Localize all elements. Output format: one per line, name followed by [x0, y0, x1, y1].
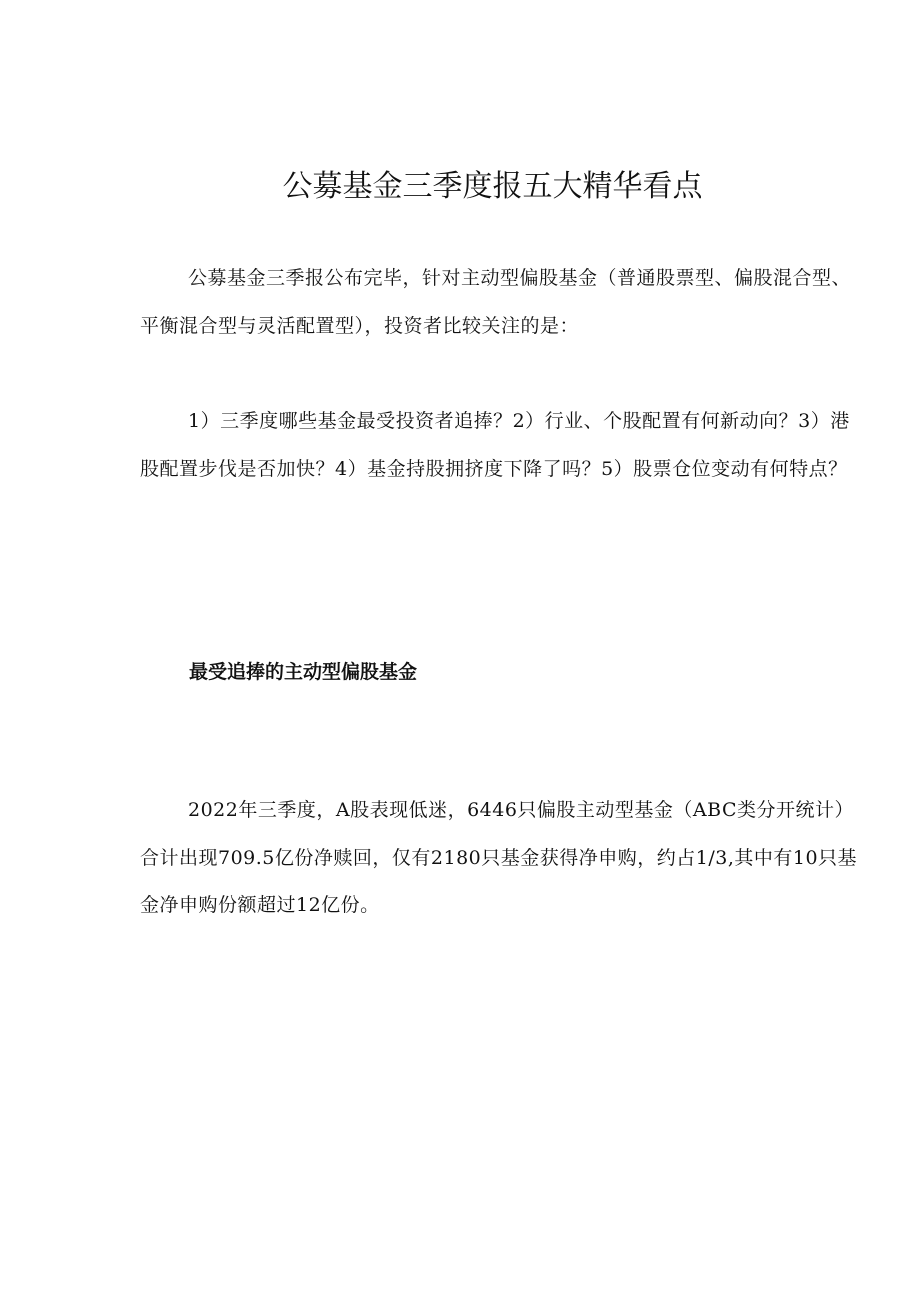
intro-paragraph: 公募基金三季报公布完毕，针对主动型偏股基金（普通股票型、偏股混合型、平衡混合型与灵活配置型），投资者比较关注的是： [140, 267, 852, 337]
section-paragraph: 2022年三季度，A股表现低迷，6446只偏股主动型基金（ABC类分开统计）合计出现709.5亿份净赎回，仅有2180只基金获得净申购，约占1/3,其中有10只基金净申购份额超过12亿份。 [140, 799, 858, 916]
section-heading: 最受追捧的主动型偏股基金 [189, 661, 418, 683]
document-title: 公募基金三季度报五大精华看点 [282, 169, 703, 204]
questions-paragraph: 1）三季度哪些基金最受投资者追捧？2）行业、个股配置有何新动向？3）港股配置步伐是否加快？4）基金持股拥挤度下降了吗？5）股票仓位变动有何特点？ [140, 410, 850, 480]
